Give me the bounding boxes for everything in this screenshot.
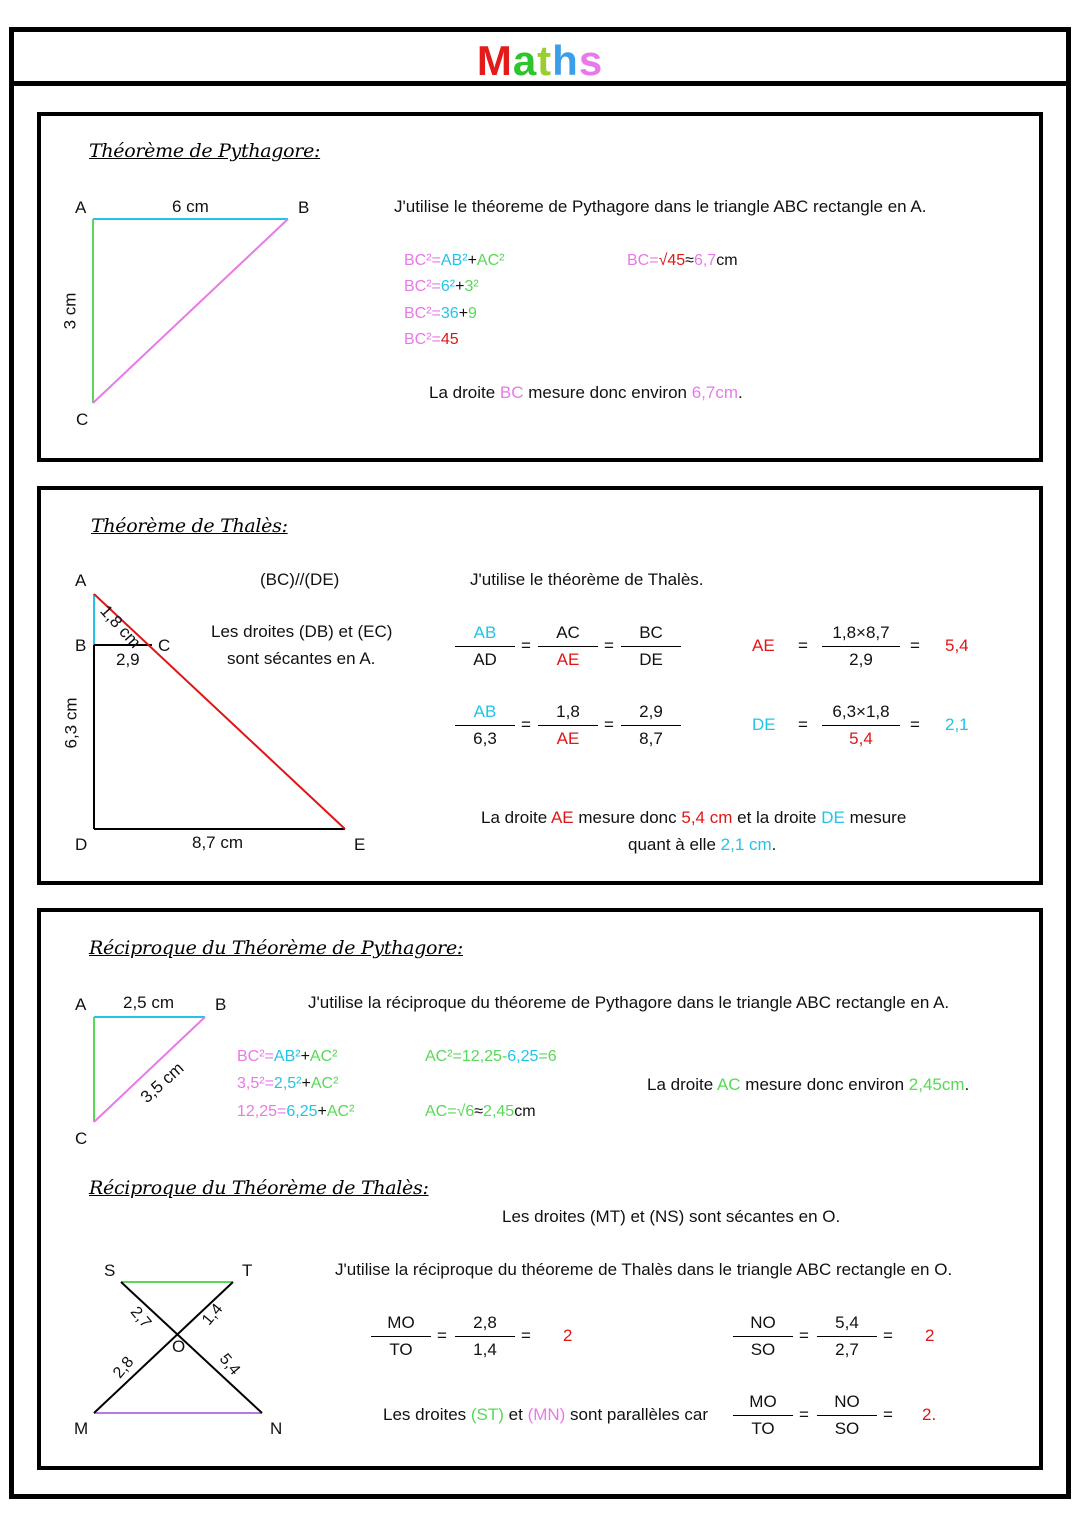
denominator: SO	[750, 1340, 776, 1359]
text-part: .	[964, 1075, 970, 1094]
equation-line	[404, 330, 459, 350]
eq-part: +	[467, 252, 477, 269]
equals-sign: =	[910, 636, 920, 655]
vertex-label-d: D	[75, 835, 88, 854]
length-label-so: 2,7	[126, 1303, 155, 1332]
text-part: quant à elle	[628, 835, 721, 854]
fraction	[621, 623, 681, 670]
recip-thales-intro: J'utilise la réciproque du théoreme de Thalès dans le triangle ABC rectangle en O.	[335, 1260, 953, 1279]
final-result: 2.	[922, 1405, 937, 1424]
text-part: et la droite	[732, 808, 822, 827]
denominator: AE	[556, 729, 580, 748]
denominator: 8,7	[639, 729, 663, 748]
result-line	[627, 251, 738, 271]
length-label-mo: 2,8	[110, 1353, 138, 1382]
eq-part: 2,45	[483, 1103, 515, 1120]
text-part: DE	[821, 808, 845, 827]
numerator: 6,3×1,8	[822, 702, 900, 726]
eq-part: +	[455, 278, 465, 295]
recip-pythagore-intro: J'utilise la réciproque du théoreme de Pythagore dans le triangle ABC rectangle en A.	[308, 993, 950, 1012]
segment-bc	[93, 219, 288, 403]
eq-part: ≈	[685, 252, 694, 269]
section-title: Théorème de Thalès:	[91, 515, 288, 537]
length-label-ab: 1,8 cm	[96, 601, 145, 652]
eq-part: 36	[440, 305, 459, 322]
title-letter: h	[552, 37, 579, 84]
length-label-de: 8,7 cm	[192, 833, 244, 852]
text-part: .	[771, 835, 777, 854]
length-label-ac: 3 cm	[60, 292, 80, 330]
eq-part: BC²=	[404, 331, 441, 348]
numerator: AC	[538, 623, 598, 647]
text-part: (ST)	[470, 1405, 504, 1424]
denominator: 1,4	[473, 1340, 497, 1359]
thales-conclusion	[628, 835, 776, 855]
eq-part: AC²=12,25-	[425, 1048, 508, 1065]
denominator: 6,3	[473, 729, 497, 748]
length-label-to: 1,4	[199, 1300, 227, 1329]
equation-line	[404, 277, 479, 297]
section-title: Réciproque du Théorème de Thalès:	[89, 1177, 429, 1199]
text-part: 2,45cm	[908, 1075, 965, 1094]
length-label-bc: 2,9	[116, 650, 140, 669]
eq-part: AC²	[326, 1103, 355, 1120]
secant-statement: sont sécantes en A.	[227, 649, 376, 668]
pythagore-intro: J'utilise le théoreme de Pythagore dans le triangle ABC rectangle en A.	[394, 197, 927, 216]
eq-part: +	[458, 305, 469, 322]
eq-part: cm	[514, 1103, 536, 1120]
fraction	[817, 1313, 877, 1360]
fraction	[733, 1313, 793, 1360]
denominator: TO	[751, 1419, 775, 1438]
vertex-label-c: C	[75, 1129, 88, 1148]
vertex-label-a: A	[75, 995, 87, 1014]
equals-sign: =	[883, 1326, 893, 1345]
denominator: TO	[389, 1340, 413, 1359]
fraction	[822, 623, 900, 670]
eq-part: AB²	[440, 252, 468, 269]
eq-part: 6,25	[507, 1048, 539, 1065]
eq-part: +	[301, 1075, 311, 1092]
equals-sign: =	[437, 1326, 447, 1345]
thales-intro: J'utilise le théorème de Thalès.	[470, 570, 704, 589]
numerator: 2,8	[455, 1313, 515, 1337]
title-letter: s	[578, 37, 604, 84]
vertex-label-c: C	[76, 410, 89, 429]
fraction	[455, 623, 515, 670]
ae-result: 5,4	[945, 636, 969, 655]
eq-part: +	[317, 1103, 327, 1120]
eq-part: cm	[716, 252, 738, 269]
mo-result: 2	[563, 1326, 573, 1345]
secant-statement: Les droites (MT) et (NS) sont sécantes en O.	[502, 1207, 841, 1226]
eq-part: BC²=	[404, 278, 441, 295]
numerator: MO	[371, 1313, 431, 1337]
eq-part: AC²	[476, 252, 505, 269]
equation-line	[237, 1102, 354, 1122]
text-part: La droite	[429, 383, 500, 402]
numerator: NO	[733, 1313, 793, 1337]
text-part: AE	[550, 808, 574, 827]
equals-sign: =	[604, 636, 614, 655]
length-label-bc: 3,5 cm	[136, 1058, 188, 1107]
text-part: La droite	[647, 1075, 717, 1094]
text-part: La droite	[481, 808, 551, 827]
fraction	[538, 623, 598, 670]
vertex-label-o: O	[172, 1337, 186, 1356]
eq-part: 3²	[464, 278, 479, 295]
eq-part: BC²=	[404, 305, 441, 322]
eq-part: BC²=	[404, 252, 441, 269]
equals-sign: =	[604, 715, 614, 734]
segment-sn	[121, 1282, 262, 1413]
de-label: DE	[752, 715, 776, 734]
numerator: NO	[817, 1392, 877, 1416]
ae-label: AE	[752, 636, 775, 655]
equals-sign: =	[799, 1326, 809, 1345]
eq-part: AC²	[310, 1075, 339, 1092]
eq-part: =6	[538, 1048, 557, 1065]
equals-sign: =	[521, 636, 531, 655]
eq-part: AB²	[273, 1048, 301, 1065]
text-part: 2,1 cm	[720, 835, 772, 854]
denominator: SO	[834, 1419, 860, 1438]
equation-line	[404, 304, 477, 324]
eq-part: ≈	[474, 1103, 484, 1120]
parallel-statement: (BC)//(DE)	[260, 570, 340, 589]
length-label-no: 5,4	[215, 1350, 244, 1379]
fraction	[455, 1313, 515, 1360]
text-part: .	[738, 383, 743, 402]
equals-sign: =	[521, 1326, 531, 1345]
section-title: Théorème de Pythagore:	[89, 140, 321, 162]
vertex-label-t: T	[242, 1261, 253, 1280]
eq-part: 6²	[440, 278, 456, 295]
vertex-label-e: E	[354, 835, 366, 854]
eq-part: 6,7	[693, 252, 717, 269]
eq-part: 3,5²=	[237, 1075, 274, 1092]
eq-part: AC²	[309, 1048, 338, 1065]
fraction	[822, 702, 900, 749]
numerator: AB	[455, 623, 515, 647]
vertex-label-b: B	[215, 995, 227, 1014]
eq-part: 2,5²	[273, 1075, 302, 1092]
fraction	[538, 702, 598, 749]
equals-sign: =	[798, 715, 808, 734]
denominator: AE	[556, 650, 580, 669]
length-label-ab: 6 cm	[172, 197, 209, 216]
denominator: 2,9	[849, 650, 873, 669]
length-label-ad: 6,3 cm	[61, 697, 81, 749]
text-part: (MN)	[527, 1405, 566, 1424]
title-letter: a	[512, 37, 538, 84]
recip-pythagore-conclusion	[647, 1075, 969, 1095]
vertex-label-b: B	[298, 198, 310, 217]
fraction	[371, 1313, 431, 1360]
text-part: 6,7cm	[691, 383, 739, 402]
eq-part: 9	[468, 305, 477, 322]
text-part: mesure	[844, 808, 907, 827]
secant-statement: Les droites (DB) et (EC)	[211, 622, 393, 641]
vertex-label-a: A	[75, 571, 87, 590]
fraction	[455, 702, 515, 749]
pythagore-conclusion	[429, 383, 743, 403]
eq-part: +	[300, 1048, 310, 1065]
eq-part: 45	[440, 331, 459, 348]
fraction	[817, 1392, 877, 1439]
text-part: mesure donc environ	[523, 383, 692, 402]
text-part: sont parallèles car	[565, 1405, 709, 1424]
text-part: mesure donc	[573, 808, 682, 827]
vertex-label-b: B	[75, 636, 87, 655]
numerator: AB	[455, 702, 515, 726]
de-result: 2,1	[945, 715, 969, 734]
eq-part: BC²=	[237, 1048, 274, 1065]
vertex-label-c: C	[158, 636, 171, 655]
vertex-label-n: N	[270, 1419, 283, 1438]
eq-part: √6	[456, 1103, 475, 1120]
numerator: BC	[621, 623, 681, 647]
denominator: 5,4	[849, 729, 873, 748]
denominator: AD	[473, 650, 497, 669]
equation-line	[237, 1074, 338, 1094]
numerator: 1,8×8,7	[822, 623, 900, 647]
title-letter: t	[537, 37, 553, 84]
vertex-label-m: M	[74, 1419, 89, 1438]
eq-part: 6,25	[286, 1103, 318, 1120]
eq-part: 12,25=	[237, 1103, 287, 1120]
equals-sign: =	[798, 636, 808, 655]
numerator: 5,4	[817, 1313, 877, 1337]
equation-line	[404, 251, 504, 271]
fraction	[621, 702, 681, 749]
eq-part: √45	[658, 252, 686, 269]
no-result: 2	[925, 1326, 935, 1345]
text-part: et	[503, 1405, 528, 1424]
text-part: Les droites	[383, 1405, 471, 1424]
equals-sign: =	[883, 1405, 893, 1424]
equation-line	[425, 1047, 557, 1067]
eq-part: AC=	[425, 1103, 457, 1120]
numerator: 2,9	[621, 702, 681, 726]
equation-line	[425, 1102, 536, 1122]
eq-part: BC=	[627, 252, 659, 269]
numerator: 1,8	[538, 702, 598, 726]
fraction	[733, 1392, 793, 1439]
vertex-label-s: S	[104, 1261, 116, 1280]
length-label-ab: 2,5 cm	[123, 993, 175, 1012]
recip-thales-conclusion	[383, 1405, 708, 1425]
equation-line	[237, 1047, 337, 1067]
denominator: 2,7	[835, 1340, 859, 1359]
text-part: mesure donc environ	[740, 1075, 909, 1094]
equals-sign: =	[910, 715, 920, 734]
text-part: 5,4 cm	[681, 808, 733, 827]
section-title: Réciproque du Théorème de Pythagore:	[89, 937, 463, 959]
numerator: MO	[733, 1392, 793, 1416]
text-part: BC	[499, 383, 524, 402]
text-part: AC	[716, 1075, 741, 1094]
denominator: DE	[639, 650, 663, 669]
equals-sign: =	[521, 715, 531, 734]
equals-sign: =	[799, 1405, 809, 1424]
vertex-label-a: A	[75, 198, 87, 217]
thales-conclusion	[481, 808, 906, 828]
title-letter: M	[476, 37, 513, 84]
